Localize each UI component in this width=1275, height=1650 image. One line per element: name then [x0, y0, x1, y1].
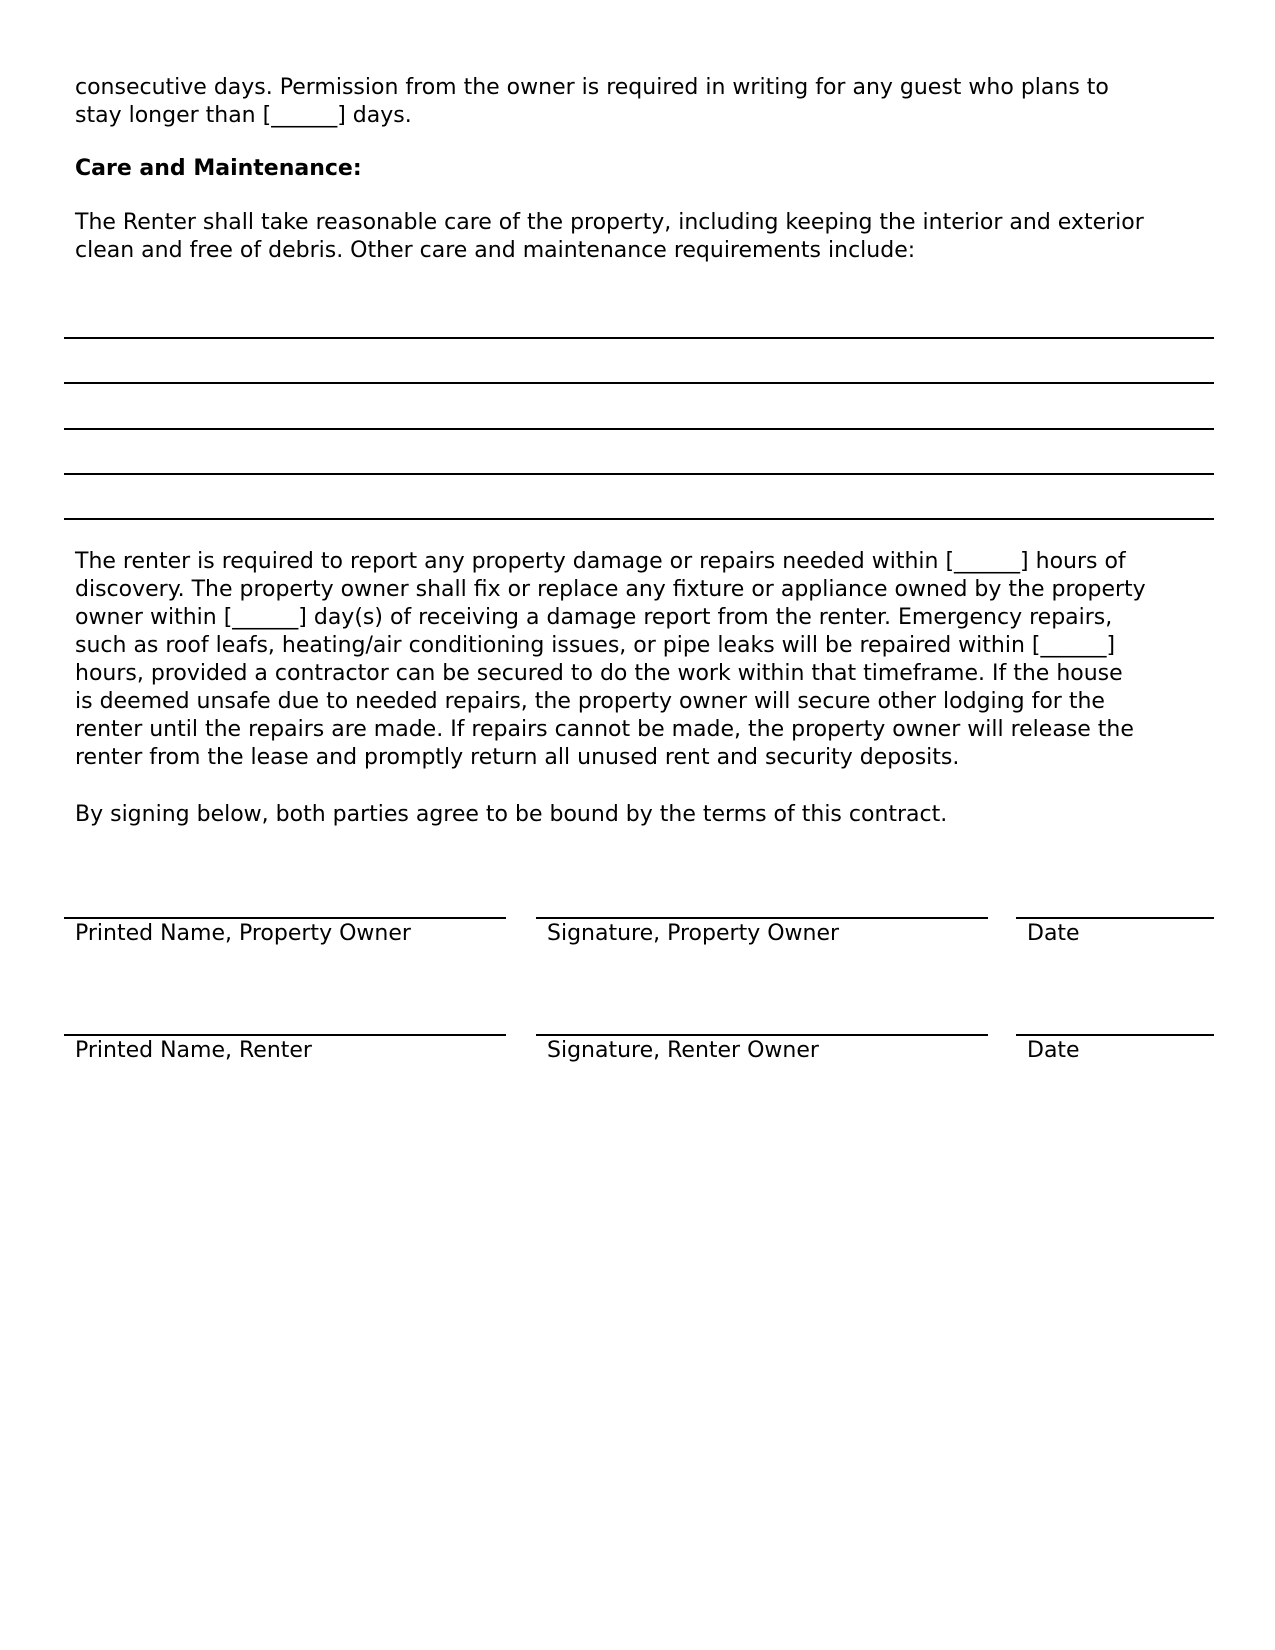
owner-printed-name-line[interactable]	[64, 917, 506, 919]
owner-signature-label: Signature, Property Owner	[547, 921, 840, 946]
paragraph-line: hours, provided a contractor can be secured to do the work within that timeframe. If the house	[75, 661, 1123, 686]
owner-date-label: Date	[1027, 921, 1080, 946]
fill-in-line[interactable]	[64, 428, 1214, 430]
paragraph-line: clean and free of debris. Other care and maintenance requirements include:	[75, 238, 916, 263]
paragraph-line: The renter is required to report any property damage or repairs needed within [______] hours of	[75, 549, 1126, 574]
paragraph-line: owner within [______] day(s) of receiving a damage report from the renter. Emergency repairs,	[75, 605, 1113, 630]
paragraph-line: renter until the repairs are made. If repairs cannot be made, the property owner will release the	[75, 717, 1134, 742]
renter-signature-label: Signature, Renter Owner	[547, 1038, 819, 1063]
fill-in-line[interactable]	[64, 473, 1214, 475]
paragraph-line: stay longer than [______] days.	[75, 103, 412, 128]
paragraph-line: consecutive days. Permission from the owner is required in writing for any guest who plans to	[75, 75, 1109, 100]
renter-printed-name-label: Printed Name, Renter	[75, 1038, 312, 1063]
owner-printed-name-label: Printed Name, Property Owner	[75, 921, 411, 946]
fill-in-line[interactable]	[64, 337, 1214, 339]
renter-date-label: Date	[1027, 1038, 1080, 1063]
owner-signature-line[interactable]	[536, 917, 988, 919]
renter-signature-line[interactable]	[536, 1034, 988, 1036]
renter-date-line[interactable]	[1016, 1034, 1214, 1036]
agreement-paragraph: By signing below, both parties agree to be bound by the terms of this contract.	[75, 802, 948, 827]
care-maintenance-heading: Care and Maintenance:	[75, 156, 362, 181]
paragraph-line: is deemed unsafe due to needed repairs, the property owner will secure other lodging for the	[75, 689, 1105, 714]
owner-date-line[interactable]	[1016, 917, 1214, 919]
fill-in-line[interactable]	[64, 518, 1214, 520]
paragraph-line: such as roof leafs, heating/air conditioning issues, or pipe leaks will be repaired within [______]	[75, 633, 1116, 658]
repairs-paragraph	[75, 548, 1205, 772]
paragraph-line: The Renter shall take reasonable care of the property, including keeping the interior and exterior	[75, 210, 1144, 235]
paragraph-line: renter from the lease and promptly return all unused rent and security deposits.	[75, 745, 960, 770]
renter-printed-name-line[interactable]	[64, 1034, 506, 1036]
fill-in-line[interactable]	[64, 382, 1214, 384]
care-paragraph	[75, 209, 1205, 265]
paragraph-line: discovery. The property owner shall fix or replace any fixture or appliance owned by the property	[75, 577, 1146, 602]
guest-policy-paragraph	[75, 74, 1205, 130]
